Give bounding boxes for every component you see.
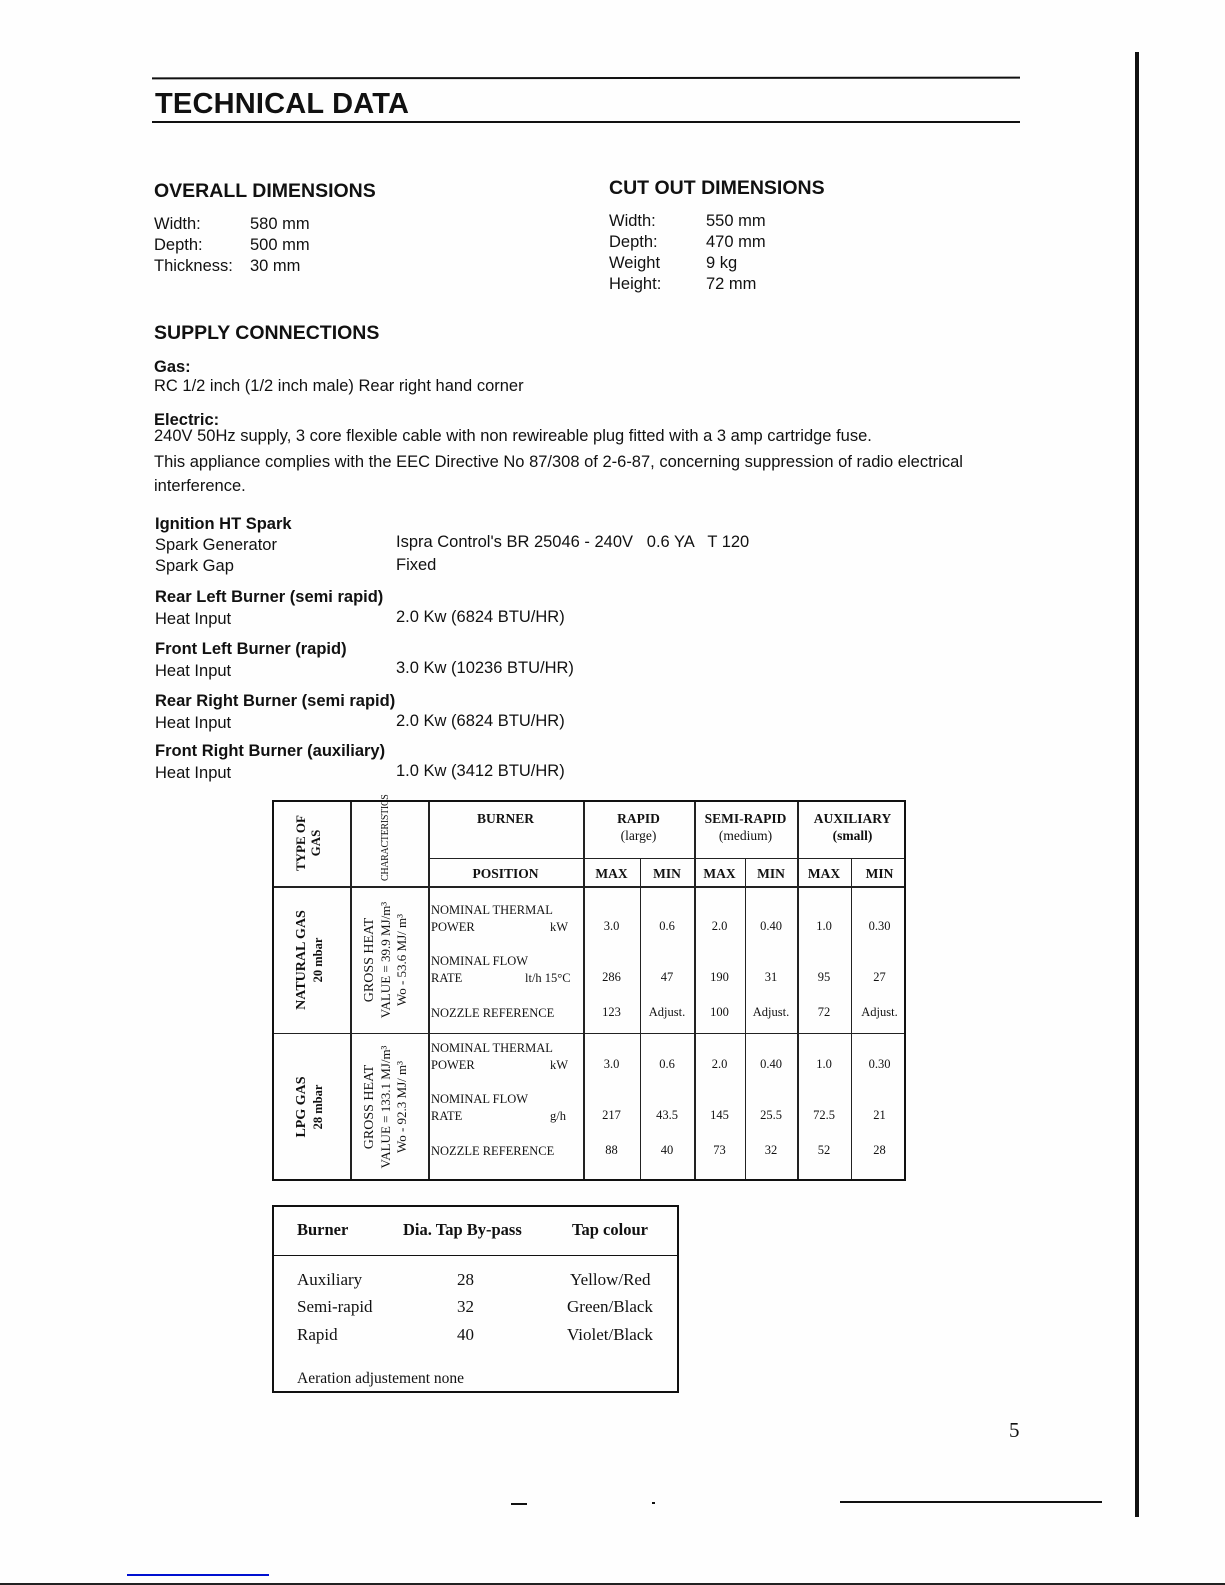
rapid-group-header	[583, 810, 694, 844]
semi-rapid-group-header	[694, 810, 797, 844]
auxiliary-group-name: AUXILIARY	[813, 811, 892, 826]
cut-out-dimensions-list	[609, 211, 766, 295]
semi-rapid-min-header: MIN	[757, 866, 785, 881]
value-cell-rapid-max: 123	[602, 1005, 621, 1019]
cutout-height-value: 72 mm	[706, 275, 757, 293]
gas-label: Gas:	[154, 358, 191, 376]
row-label: NOMINAL THERMAL	[431, 903, 553, 917]
cutout-height-label: Height:	[609, 275, 662, 293]
lpg-gas-characteristics	[362, 1034, 416, 1180]
tap-header-divider	[274, 1255, 677, 1256]
value-cell-semi-rapid-max: 73	[713, 1143, 726, 1157]
title-top-rule	[152, 77, 1020, 80]
tap-row-burner: Rapid	[297, 1325, 338, 1344]
value-cell-auxiliary-min: 28	[873, 1143, 886, 1157]
tap-header-dia: Dia. Tap By-pass	[403, 1220, 522, 1239]
value-cell-semi-rapid-min: Adjust.	[752, 1005, 790, 1019]
directive-text-cont: interference.	[154, 477, 246, 495]
value-cell-auxiliary-min: 21	[873, 1108, 886, 1122]
rapid-min-header: MIN	[653, 866, 681, 881]
value-cell-rapid-max: 3.0	[603, 1057, 620, 1071]
burner-heat-value: 2.0 Kw (6824 BTU/HR)	[396, 608, 565, 626]
value-cell-rapid-max: 217	[602, 1108, 621, 1122]
tap-row-colour: Violet/Black	[567, 1325, 653, 1344]
value-cell-semi-rapid-min: 31	[764, 970, 778, 984]
burner-heat-value: 2.0 Kw (6824 BTU/HR)	[396, 712, 565, 730]
tap-row-burner: Auxiliary	[297, 1270, 363, 1289]
value-cell-rapid-max: 3.0	[603, 919, 620, 933]
natural-gas-characteristics	[362, 887, 416, 1033]
overall-thickness-row	[154, 256, 310, 277]
value-cell-rapid-min: Adjust.	[648, 1005, 686, 1019]
page-title: TECHNICAL DATA	[155, 88, 410, 120]
spark-gap-value: Fixed	[396, 556, 437, 574]
row-label-2: RATE	[431, 1109, 463, 1123]
overall-dimensions-heading: OVERALL DIMENSIONS	[154, 180, 376, 202]
tap-bypass-table	[272, 1205, 679, 1393]
auxiliary-group-header	[797, 810, 908, 844]
type-of-gas-header-text: TYPE OF GAS	[293, 815, 323, 871]
value-cell-auxiliary-max: 1.0	[816, 919, 832, 933]
value-cell-auxiliary-max: 52	[817, 1143, 831, 1157]
overall-width-value: 580 mm	[250, 215, 310, 233]
burner-heading: Rear Left Burner (semi rapid)	[155, 588, 384, 606]
aeration-note: Aeration adjustement none	[297, 1370, 465, 1387]
row-unit: g/h	[550, 1109, 566, 1123]
cutout-width-label: Width:	[609, 212, 656, 230]
overall-thickness-label: Thickness:	[154, 257, 233, 275]
burner-heat-label: Heat Input	[155, 714, 232, 732]
type-of-gas-header	[293, 803, 327, 883]
cutout-weight-label: Weight	[609, 254, 661, 272]
semi-rapid-group-sub: (medium)	[718, 828, 773, 843]
row-unit: kW	[550, 920, 569, 934]
footer-mark	[511, 1503, 527, 1505]
value-cell-semi-rapid-max: 2.0	[711, 919, 728, 933]
tap-row-colour: Green/Black	[567, 1297, 653, 1316]
tap-row-dia: 40	[457, 1325, 474, 1344]
value-cell-semi-rapid-min: 32	[764, 1143, 778, 1157]
value-cell-rapid-min: 0.6	[659, 1057, 675, 1071]
cutout-width-row	[609, 211, 766, 232]
burner-heat-value: 1.0 Kw (3412 BTU/HR)	[396, 762, 565, 780]
tap-row-colour: Yellow/Red	[570, 1270, 651, 1289]
value-cell-rapid-min: 40	[660, 1143, 674, 1157]
cutout-depth-row	[609, 232, 766, 253]
value-cell-semi-rapid-max: 145	[710, 1108, 729, 1122]
rapid-max-header: MAX	[595, 866, 628, 881]
cutout-width-value: 550 mm	[706, 212, 766, 230]
cutout-weight-row	[609, 253, 766, 274]
value-cell-auxiliary-min: Adjust.	[861, 1005, 898, 1019]
electric-text: 240V 50Hz supply, 3 core flexible cable with non rewireable plug fitted with a 3 amp cartridge fuse.	[154, 427, 872, 445]
value-cell-auxiliary-max: 72.5	[813, 1108, 835, 1122]
row-label: NOZZLE REFERENCE	[431, 1144, 555, 1158]
electric-label: Electric:	[154, 411, 220, 429]
row-label-2: POWER	[431, 1058, 475, 1072]
natural-gas-label	[294, 887, 330, 1033]
table-divider	[350, 802, 352, 1179]
tap-row-dia: 28	[457, 1270, 474, 1289]
value-cell-auxiliary-max: 95	[817, 970, 831, 984]
lpg-gas-char-3: Wo - 92.3 MJ/ m³	[394, 1060, 409, 1154]
auxiliary-max-header: MAX	[807, 866, 841, 881]
tap-header-colour: Tap colour	[572, 1220, 648, 1239]
burner-heat-label: Heat Input	[155, 610, 232, 628]
burner-heading: Rear Right Burner (semi rapid)	[155, 692, 396, 710]
overall-depth-label: Depth:	[154, 236, 203, 254]
row-label: NOMINAL FLOW	[431, 954, 529, 968]
overall-depth-row	[154, 235, 310, 256]
rapid-group-sub: (large)	[620, 828, 657, 843]
lpg-gas-char-2: VALUE = 133.1 MJ/m³	[378, 1045, 393, 1169]
value-cell-auxiliary-min: 0.30	[868, 919, 891, 933]
value-cell-auxiliary-min: 0.30	[868, 1057, 891, 1071]
overall-thickness-value: 30 mm	[250, 257, 301, 275]
value-cell-auxiliary-max: 72	[817, 1005, 831, 1019]
spark-gap-label: Spark Gap	[155, 557, 234, 575]
characteristics-header: CHARACTERISTICS	[380, 794, 391, 882]
auxiliary-min-header: MIN	[865, 866, 894, 881]
cutout-depth-label: Depth:	[609, 233, 658, 251]
natural-gas-pressure: 20 mbar	[311, 937, 325, 983]
overall-depth-value: 500 mm	[250, 236, 310, 254]
value-cell-semi-rapid-min: 0.40	[760, 919, 782, 933]
value-cell-rapid-max: 88	[605, 1143, 618, 1157]
lpg-gas-name: LPG GAS	[294, 1076, 309, 1138]
natural-gas-char-1: GROSS HEAT	[362, 917, 377, 1003]
footer-rule	[840, 1501, 1102, 1503]
row-label-2: POWER	[431, 920, 475, 934]
natural-gas-name: NATURAL GAS	[294, 910, 309, 1010]
title-bottom-rule	[152, 121, 1020, 123]
row-unit: lt/h 15°C	[525, 971, 571, 985]
ignition-heading: Ignition HT Spark	[155, 515, 292, 533]
spark-generator-value: Ispra Control's BR 25046 - 240V 0.6 YA T 120	[396, 533, 750, 551]
cutout-weight-value: 9 kg	[706, 254, 738, 272]
supply-connections-heading: SUPPLY CONNECTIONS	[154, 322, 380, 344]
value-cell-auxiliary-min: 27	[873, 970, 886, 984]
value-cell-semi-rapid-max: 190	[710, 970, 729, 984]
row-label: NOMINAL FLOW	[431, 1092, 529, 1106]
cutout-height-row	[609, 274, 766, 295]
row-label: NOZZLE REFERENCE	[431, 1006, 555, 1020]
value-cell-rapid-min: 0.6	[659, 919, 675, 933]
semi-rapid-max-header: MAX	[703, 866, 736, 881]
auxiliary-group-sub: (small)	[832, 828, 873, 843]
natural-gas-char-2: VALUE = 39.9 MJ/m³	[378, 901, 393, 1019]
page-number: 5	[1009, 1418, 1020, 1442]
spark-generator-label: Spark Generator	[155, 536, 277, 554]
right-margin-bar	[1135, 52, 1139, 1517]
footer-dot	[652, 1502, 655, 1504]
lpg-gas-pressure: 28 mbar	[311, 1084, 325, 1130]
rapid-group-name: RAPID	[617, 811, 660, 826]
tap-row-burner: Semi-rapid	[297, 1297, 373, 1316]
natural-gas-char-3: Wo - 53.6 MJ/ m³	[394, 913, 409, 1007]
burner-heading: Front Left Burner (rapid)	[155, 640, 347, 658]
directive-text: This appliance complies with the EEC Directive No 87/308 of 2-6-87, concerning suppression of radio electrical	[154, 453, 963, 471]
bottom-link-underline	[127, 1574, 269, 1576]
overall-width-row	[154, 214, 310, 235]
burner-header: BURNER	[476, 811, 534, 826]
tap-header-burner: Burner	[297, 1220, 349, 1239]
overall-dimensions-list	[154, 214, 310, 277]
table-divider	[428, 858, 904, 859]
cutout-depth-value: 470 mm	[706, 233, 766, 251]
burner-heading: Front Right Burner (auxiliary)	[155, 742, 386, 760]
value-cell-rapid-min: 47	[660, 970, 674, 984]
value-cell-auxiliary-max: 1.0	[816, 1057, 832, 1071]
semi-rapid-group-name: SEMI-RAPID	[704, 811, 787, 826]
burner-heat-label: Heat Input	[155, 662, 232, 680]
value-cell-semi-rapid-min: 25.5	[760, 1108, 782, 1122]
overall-width-label: Width:	[154, 215, 201, 233]
value-cell-rapid-max: 286	[602, 970, 621, 984]
value-cell-semi-rapid-min: 0.40	[760, 1057, 782, 1071]
value-cell-rapid-min: 43.5	[656, 1108, 678, 1122]
lpg-gas-label	[294, 1034, 330, 1180]
tap-row-dia: 32	[457, 1297, 474, 1316]
row-label: NOMINAL THERMAL	[431, 1041, 553, 1055]
row-label-2: RATE	[431, 971, 463, 985]
row-unit: kW	[550, 1058, 569, 1072]
value-cell-semi-rapid-max: 2.0	[711, 1057, 728, 1071]
gas-text: RC 1/2 inch (1/2 inch male) Rear right hand corner	[154, 377, 524, 395]
gas-characteristics-table	[272, 794, 906, 1181]
burner-heat-value: 3.0 Kw (10236 BTU/HR)	[396, 659, 574, 677]
value-cell-semi-rapid-max: 100	[710, 1005, 729, 1019]
lpg-gas-char-1: GROSS HEAT	[362, 1064, 377, 1150]
cut-out-dimensions-heading: CUT OUT DIMENSIONS	[609, 177, 825, 199]
burner-heat-label: Heat Input	[155, 764, 232, 782]
position-header: POSITION	[472, 866, 539, 881]
